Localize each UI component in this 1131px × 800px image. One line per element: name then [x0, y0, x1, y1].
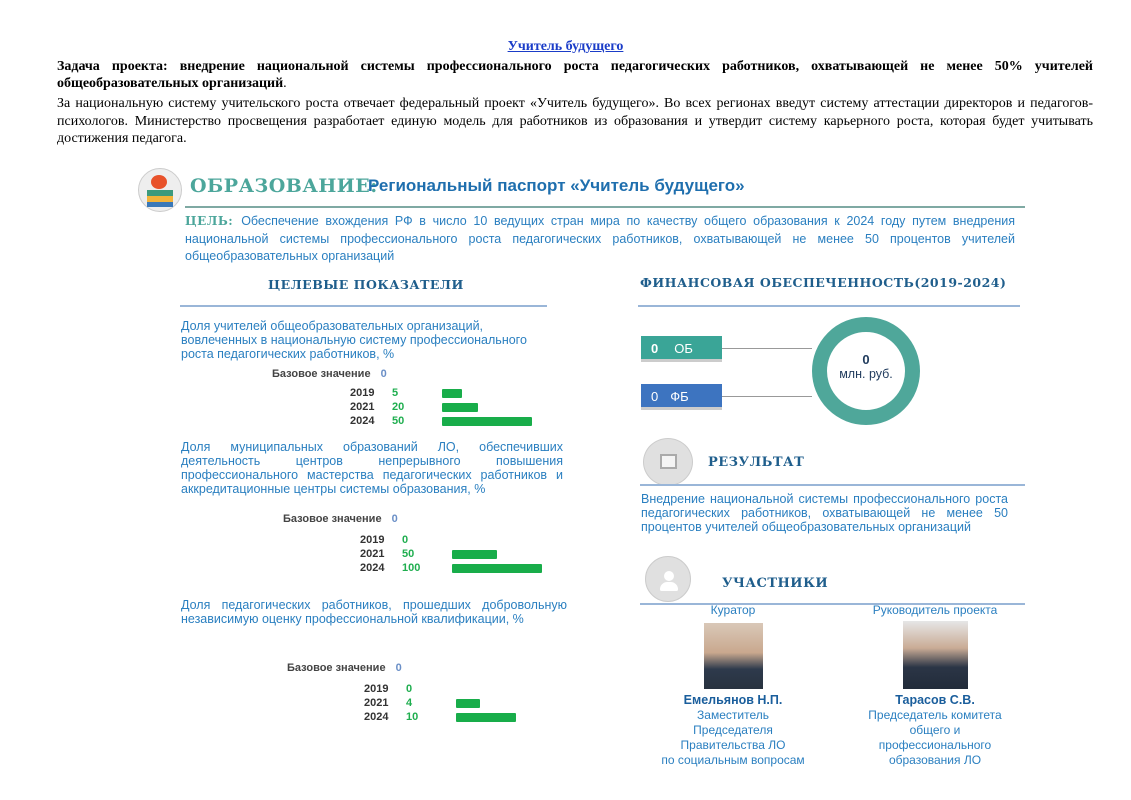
row-year: 2019 — [364, 683, 389, 695]
curator-photo — [704, 623, 763, 689]
description-paragraph: За национальную систему учительского роста отвечает федеральный проект «Учитель будущего». Во всех регионах введут систему аттестации директоров и педагогов-психологов. Министерство просвещения разработает единую модель для работников из образования и утвердит систему карьерного роста, которая будет учитывать достижения педагога. — [57, 96, 1093, 146]
leader-position-line: Председатель комитета — [868, 708, 1002, 722]
leader-photo — [903, 621, 968, 689]
goal-body: Обеспечение вхождения РФ в число 10 ведущих стран мира по качеству общего образования к 2024 году путем внедрения национальной системы профессионального роста педагогических работников, охватывающей не менее 50 процентов учителей общеобразовательных организаций — [185, 214, 1015, 263]
indicator-row — [364, 682, 516, 696]
row-value: 10 — [406, 711, 419, 723]
row-year: 2019 — [350, 387, 375, 399]
heading-prefix: ОБРАЗОВАНИЕ: — [190, 175, 378, 197]
people-icon — [645, 556, 691, 602]
infographic-heading: Региональный паспорт «Учитель будущего» — [368, 176, 745, 195]
leader-card — [845, 603, 1025, 768]
leader-role: Руководитель проекта — [872, 603, 998, 617]
leader-name: Тарасов С.В. — [895, 693, 975, 707]
row-bar — [452, 550, 497, 559]
curator-position-line: Заместитель — [697, 708, 769, 722]
row-bar — [456, 713, 516, 722]
row-year: 2024 — [360, 562, 385, 574]
ob-box: 0 ОБ — [641, 336, 722, 362]
indicator-3-base: Базовое значение 0 — [287, 662, 402, 674]
indicator-3-rows — [364, 682, 516, 724]
indicator-2-rows — [360, 533, 542, 575]
finance-donut — [812, 317, 920, 425]
fb-box: 0 ФБ — [641, 384, 722, 410]
row-bar — [442, 417, 532, 426]
indicator-1-text: Доля учителей общеобразовательных организаций, вовлеченных в национальную систему профессионального роста педагогических работников, % — [181, 319, 527, 361]
finance-total: 0 — [862, 352, 870, 367]
indicator-row — [350, 414, 532, 428]
leader-position-line: общего и — [909, 723, 961, 737]
curator-position-line: по социальным вопросам — [661, 753, 805, 767]
finance-title: ФИНАНСОВАЯ ОБЕСПЕЧЕННОСТЬ(2019-2024) — [640, 275, 1007, 290]
indicator-2-text: Доля муниципальных образований ЛО, обеспечивших деятельность центров непрерывного повышения профессионального мастерства педагогических работников и аккредитационные центры системы образования, % — [181, 440, 563, 496]
indicator-1-rows — [350, 386, 532, 428]
row-year: 2019 — [360, 534, 385, 546]
curator-card — [643, 603, 823, 768]
goal-text — [185, 213, 1015, 266]
row-value: 100 — [402, 562, 421, 574]
row-bar — [452, 564, 542, 573]
leader-position-line: образования ЛО — [888, 753, 982, 767]
connector-line — [722, 348, 812, 349]
finance-unit: млн. руб. — [839, 367, 893, 381]
targets-title: ЦЕЛЕВЫЕ ПОКАЗАТЕЛИ — [268, 277, 464, 292]
curator-position-line: Правительства ЛО — [680, 738, 786, 752]
divider — [638, 305, 1020, 307]
divider — [640, 484, 1025, 486]
indicator-row — [364, 710, 516, 724]
goal-label: ЦЕЛЬ: — [185, 214, 234, 228]
row-year: 2021 — [364, 697, 389, 709]
books-apple-icon — [138, 168, 182, 212]
row-year: 2024 — [364, 711, 389, 723]
row-year: 2024 — [350, 415, 375, 427]
row-value: 20 — [392, 401, 405, 413]
result-text: Внедрение национальной системы профессионального роста педагогических работников, охватывающей не менее 50 процентов учителей общеобразовательных организаций — [641, 492, 1008, 534]
row-value: 0 — [406, 683, 413, 695]
task-bold: Задача проекта: внедрение национальной системы профессионального роста педагогических работников, охватывающей не менее 50% учителей общеобразовательных организаций — [57, 59, 1093, 91]
indicator-3-text: Доля педагогических работников, прошедших добровольную независимую оценку профессиональной квалификации, % — [181, 598, 567, 626]
row-bar — [456, 699, 480, 708]
checkbox-icon — [643, 438, 693, 486]
task-text — [57, 58, 1093, 92]
indicator-row — [360, 533, 542, 547]
row-year: 2021 — [350, 401, 375, 413]
indicator-row — [360, 561, 542, 575]
row-value: 50 — [402, 548, 415, 560]
row-value: 4 — [406, 697, 413, 709]
divider — [185, 206, 1025, 208]
curator-role: Куратор — [710, 603, 756, 617]
connector-line — [722, 396, 812, 397]
divider — [180, 305, 547, 307]
row-value: 5 — [392, 387, 399, 399]
row-year: 2021 — [360, 548, 385, 560]
row-value: 0 — [402, 534, 409, 546]
indicator-row — [360, 547, 542, 561]
indicator-2-base: Базовое значение 0 — [283, 513, 398, 525]
result-title: РЕЗУЛЬТАТ — [708, 455, 805, 470]
task-end: . — [283, 76, 287, 91]
row-bar — [442, 403, 478, 412]
indicator-row — [350, 386, 532, 400]
row-bar — [442, 389, 462, 398]
indicator-row — [364, 696, 516, 710]
row-value: 50 — [392, 415, 405, 427]
curator-position-line: Председателя — [693, 723, 773, 737]
leader-position-line: профессионального — [878, 738, 992, 752]
curator-name: Емельянов Н.П. — [683, 693, 783, 707]
title-link[interactable]: Учитель будущего — [507, 39, 624, 54]
indicator-1-base: Базовое значение 0 — [272, 368, 387, 380]
participants-title: УЧАСТНИКИ — [722, 576, 829, 591]
indicator-row — [350, 400, 532, 414]
